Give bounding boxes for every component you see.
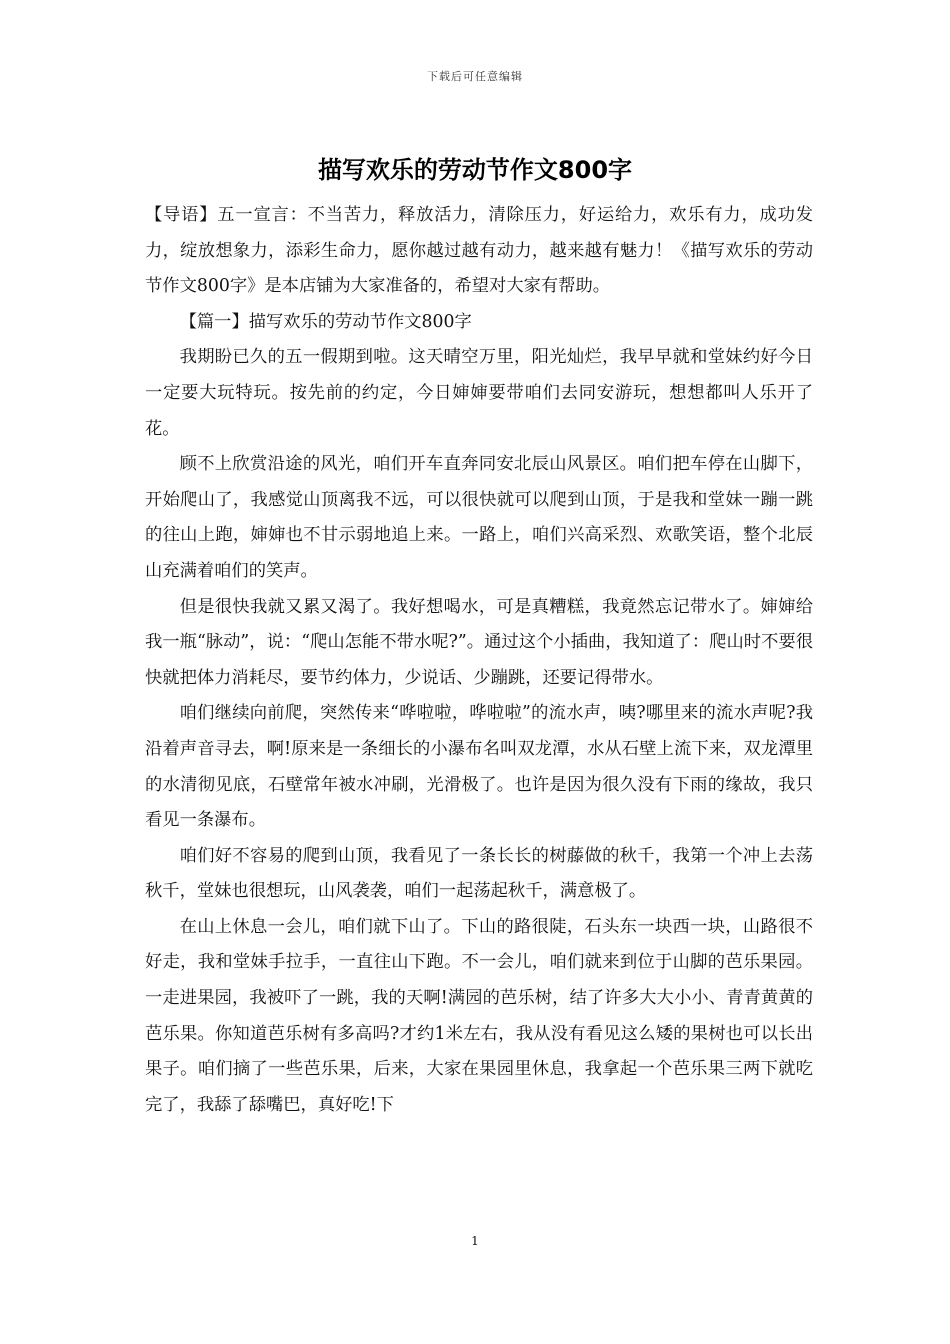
body-paragraph: 顾不上欣赏沿途的风光，咱们开车直奔同安北辰山风景区。咱们把车停在山脚下，开始爬山了，我感觉山顶离我不远，可以很快就可以爬到山顶，于是我和堂妹一蹦一跳的往山上跑，婶婶也不甘示弱地追上来。一路上，咱们兴高采烈、欢歌笑语，整个北辰山充满着咱们的笑声。	[145, 454, 813, 581]
intro-paragraph: 【导语】五一宣言：不当苦力，释放活力，清除压力，好运给力，欢乐有力，成功发力，绽放想象力，添彩生命力，愿你越过越有动力，越来越有魅力！《描写欢乐的劳动节作文800字》是本店铺为大家准备的，希望对大家有帮助。	[145, 205, 813, 297]
document-title: 描写欢乐的劳动节作文800字	[317, 156, 633, 184]
section-heading: 【篇一】描写欢乐的劳动节作文800字	[179, 311, 472, 332]
document-body	[145, 198, 813, 1123]
body-paragraph: 但是很快我就又累又渴了。我好想喝水，可是真糟糕，我竟然忘记带水了。婶婶给我一瓶“脉动”，说：“爬山怎能不带水呢?”。通过这个小插曲，我知道了：爬山时不要很快就把体力消耗尽，要节约体力，少说话、少蹦跳，还要记得带水。	[145, 596, 813, 688]
body-paragraph: 我期盼已久的五一假期到啦。这天晴空万里，阳光灿烂，我早早就和堂妹约好今日一定要大玩特玩。按先前的约定，今日婶婶要带咱们去同安游玩，想想都叫人乐开了花。	[145, 347, 813, 439]
body-paragraph: 咱们好不容易的爬到山顶，我看见了一条长长的树藤做的秋千，我第一个冲上去荡秋千，堂妹也很想玩，山风袭袭，咱们一起荡起秋千，满意极了。	[145, 845, 813, 902]
page-number: 1	[471, 1234, 479, 1248]
body-paragraph: 在山上休息一会儿，咱们就下山了。下山的路很陡，石头东一块西一块，山路很不好走，我和堂妹手拉手，一直往山下跑。不一会儿，咱们就来到位于山脚的芭乐果园。一走进果园，我被吓了一跳，我的天啊!满园的芭乐树，结了许多大大小小、青青黄黄的芭乐果。你知道芭乐树有多高吗?才约1米左右，我从没有看见这么矮的果树也可以长出果子。咱们摘了一些芭乐果，后来，大家在果园里休息，我拿起一个芭乐果三两下就吃完了，我舔了舔嘴巴，真好吃!下	[145, 916, 813, 1115]
page-header-note: 下载后可任意编辑	[427, 70, 523, 83]
body-paragraph: 咱们继续向前爬，突然传来“哗啦啦，哗啦啦”的流水声，咦?哪里来的流水声呢?我沿着声音寻去，啊!原来是一条细长的小瀑布名叫双龙潭，水从石壁上流下来，双龙潭里的水清彻见底，石壁常年被水冲刷，光滑极了。也许是因为很久没有下雨的缘故，我只看见一条瀑布。	[145, 703, 813, 831]
